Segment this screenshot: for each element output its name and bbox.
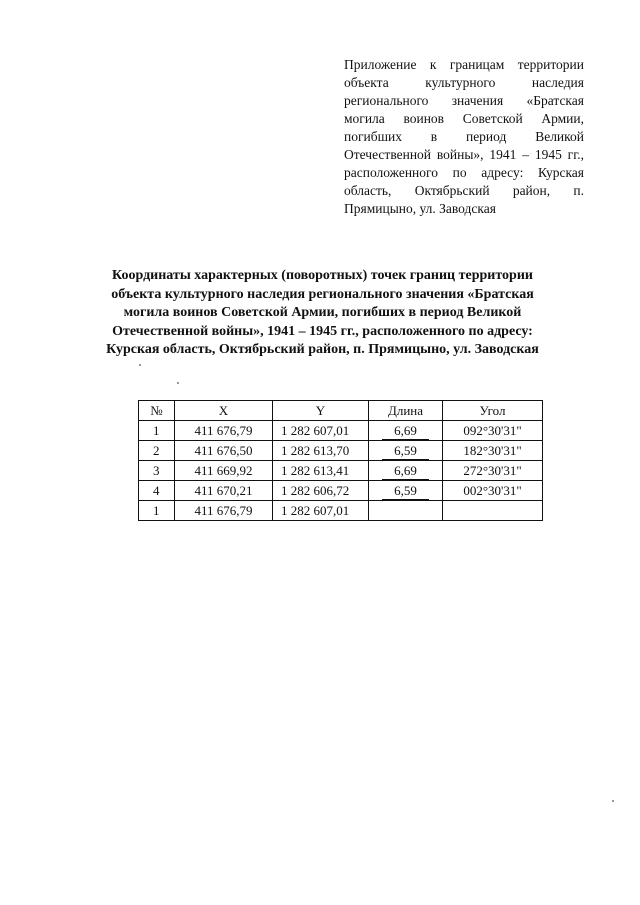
cell-length (369, 461, 443, 481)
cell-x: 411 669,92 (175, 461, 273, 481)
cell-y: 1 282 613,70 (273, 441, 369, 461)
column-header-number: № (139, 401, 175, 421)
column-header-y: Y (273, 401, 369, 421)
cell-number: 3 (139, 461, 175, 481)
column-header-angle: Угол (443, 401, 543, 421)
cell-x: 411 676,79 (175, 501, 273, 521)
length-value: 6,69 (382, 463, 429, 480)
document-heading: Координаты характерных (поворотных) точек границ территории объекта культурного наследия регионального значения «Братская могила воинов Советской Армии, погибших в период Великой Отечественной войны», 1941 – 1945 гг., расположенного по адресу: Курская область, Октябрьский район, п. Прямицыно, ул. Заводская (106, 268, 539, 357)
cell-length (369, 481, 443, 501)
coordinates-table (138, 400, 543, 521)
table-row (139, 501, 543, 521)
column-header-length: Длина (369, 401, 443, 421)
table-row (139, 421, 543, 441)
table-row (139, 481, 543, 501)
cell-number: 1 (139, 501, 175, 521)
cell-x: 411 676,50 (175, 441, 273, 461)
table-header-row (139, 401, 543, 421)
cell-y: 1 282 607,01 (273, 501, 369, 521)
cell-angle: 272°30'31" (443, 461, 543, 481)
length-value: 6,59 (382, 443, 429, 460)
cell-y: 1 282 613,41 (273, 461, 369, 481)
table-row (139, 441, 543, 461)
length-value: 6,59 (382, 483, 429, 500)
cell-x: 411 670,21 (175, 481, 273, 501)
scan-speck (177, 382, 179, 384)
scan-speck (139, 364, 141, 366)
cell-y: 1 282 606,72 (273, 481, 369, 501)
length-value: 6,69 (382, 423, 429, 440)
cell-x: 411 676,79 (175, 421, 273, 441)
scan-speck (612, 800, 614, 802)
cell-number: 4 (139, 481, 175, 501)
cell-length (369, 421, 443, 441)
cell-y: 1 282 607,01 (273, 421, 369, 441)
column-header-x: X (175, 401, 273, 421)
cell-length (369, 501, 443, 521)
cell-angle: 002°30'31" (443, 481, 543, 501)
table-row (139, 461, 543, 481)
annex-note: Приложение к границам территории объекта культурного наследия регионального значения «Братская могила воинов Советской Армии, погибших в период Великой Отечественной войны», 1941 – 1945 гг., расположенного по адресу: Курская область, Октябрьский район, п. Прямицыно, ул. Заводская (344, 57, 584, 216)
cell-length (369, 441, 443, 461)
cell-number: 2 (139, 441, 175, 461)
cell-angle: 092°30'31" (443, 421, 543, 441)
cell-angle (443, 501, 543, 521)
cell-number: 1 (139, 421, 175, 441)
cell-angle: 182°30'31" (443, 441, 543, 461)
